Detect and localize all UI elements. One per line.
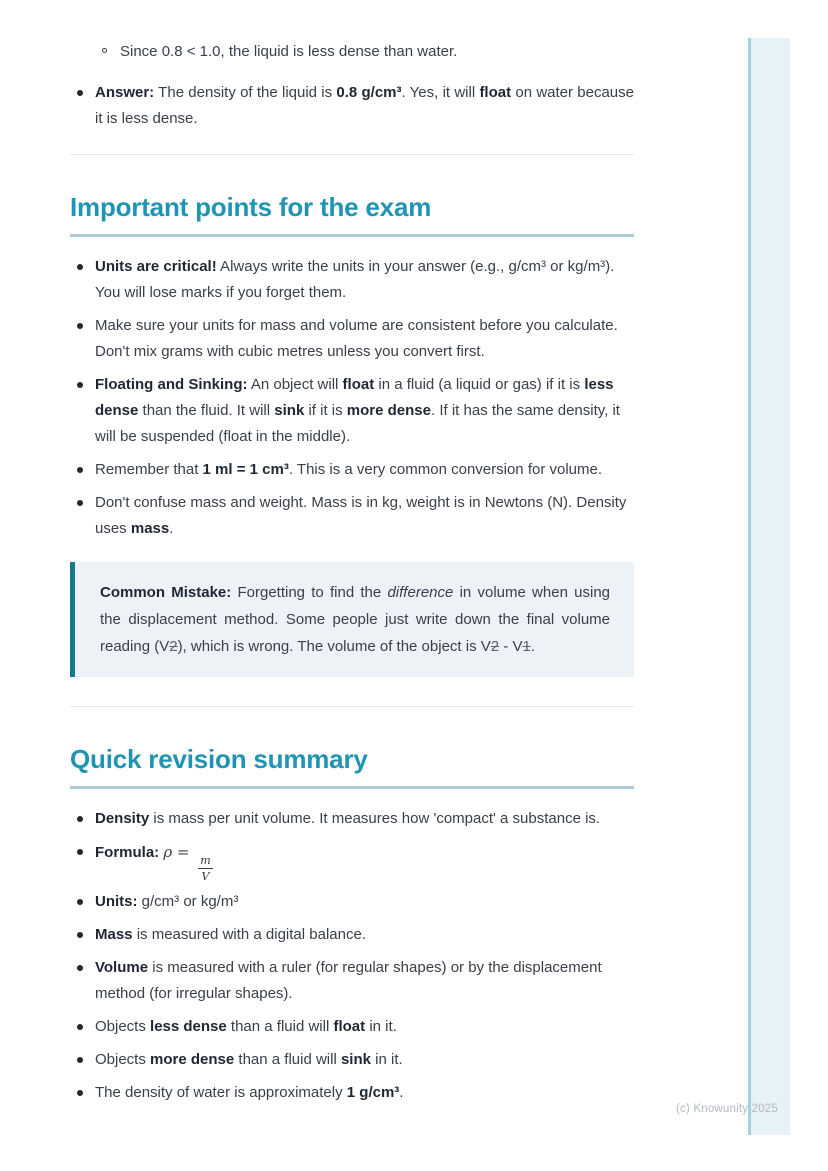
section-divider	[70, 154, 634, 155]
list-item-text: Objects less dense than a fluid will float in it.	[95, 1018, 397, 1035]
important-points-list	[70, 254, 634, 542]
bullet-icon	[77, 899, 83, 905]
list-item-text: Units: g/cm³ or kg/m³	[95, 893, 239, 910]
section-divider	[70, 706, 634, 707]
common-mistake-callout	[70, 562, 634, 677]
bullet-icon	[77, 264, 83, 270]
list-item-text: The density of water is approximately 1 g/cm³.	[95, 1084, 404, 1101]
list-item-text: Floating and Sinking: An object will float in a fluid (a liquid or gas) if it is less dense than the fluid. It will sink if it is more dense. If it has the same density, it will be suspended (float in the middle).	[95, 376, 620, 445]
bullet-icon	[77, 1057, 83, 1063]
list-item-text: Answer: The density of the liquid is 0.8 g/cm³. Yes, it will float on water because it is less dense.	[95, 84, 634, 127]
list-item	[70, 955, 634, 1007]
list-item-text: Since 0.8 < 1.0, the liquid is less dense than water.	[120, 43, 458, 60]
list-item	[70, 372, 634, 450]
bullet-icon	[77, 965, 83, 971]
section-heading-important-points: Important points for the exam	[70, 192, 634, 237]
list-item-text: Objects more dense than a fluid will sink in it.	[95, 1051, 403, 1068]
bullet-icon	[102, 48, 107, 53]
list-item	[70, 806, 634, 832]
bullet-icon	[77, 816, 83, 822]
list-item-text: Density is mass per unit volume. It measures how 'compact' a substance is.	[95, 810, 601, 827]
quick-revision-list	[70, 806, 634, 1106]
list-item-text: Don't confuse mass and weight. Mass is in kg, weight is in Newtons (N). Density uses mass.	[95, 494, 627, 537]
list-item-text: Volume is measured with a ruler (for regular shapes) or by the displacement method (for irregular shapes).	[95, 959, 602, 1002]
intro-sub-list	[70, 39, 634, 65]
bullet-icon	[77, 1090, 83, 1096]
list-item-text: Mass is measured with a digital balance.	[95, 926, 366, 943]
bullet-icon	[77, 382, 83, 388]
common-mistake-text: Common Mistake: Forgetting to find the difference in volume when using the displacement method. Some people just write down the final volume reading (V2), which is wrong. The volume of the object is V2 - V1.	[100, 584, 610, 655]
page-edge-highlight-bar	[748, 38, 790, 1135]
bullet-icon	[77, 90, 83, 96]
list-item	[70, 313, 634, 365]
list-item	[70, 1014, 634, 1040]
section-important-points	[70, 192, 634, 677]
bullet-icon	[77, 1024, 83, 1030]
list-item-text: Units are critical! Always write the units in your answer (e.g., g/cm³ or kg/m³). You will lose marks if you forget them.	[95, 258, 615, 301]
bullet-icon	[77, 323, 83, 329]
fraction: $\frac{m}{V}$	[200, 854, 211, 883]
list-item	[70, 254, 634, 306]
list-item	[70, 1080, 634, 1106]
section-heading-quick-revision: Quick revision summary	[70, 744, 634, 789]
list-item	[70, 80, 634, 132]
bullet-icon	[77, 500, 83, 506]
list-item	[70, 457, 634, 483]
list-item-text: Formula: ρ = $\frac{m}{V}$	[95, 843, 211, 883]
list-item	[70, 839, 634, 882]
bullet-icon	[77, 932, 83, 938]
list-item	[70, 922, 634, 948]
list-item	[70, 490, 634, 542]
intro-answer-list	[70, 80, 634, 132]
list-item-text: Remember that 1 ml = 1 cm³. This is a very common conversion for volume.	[95, 461, 603, 478]
bullet-icon	[77, 849, 83, 855]
list-item	[70, 1047, 634, 1073]
copyright-watermark: (c) Knowunity 2025	[675, 1103, 778, 1115]
list-item	[70, 39, 634, 65]
bullet-icon	[77, 467, 83, 473]
list-item-text: Make sure your units for mass and volume are consistent before you calculate. Don't mix grams with cubic metres unless you convert first.	[95, 317, 618, 360]
list-item	[70, 889, 634, 915]
document-content	[70, 0, 634, 1113]
section-quick-revision	[70, 744, 634, 1106]
